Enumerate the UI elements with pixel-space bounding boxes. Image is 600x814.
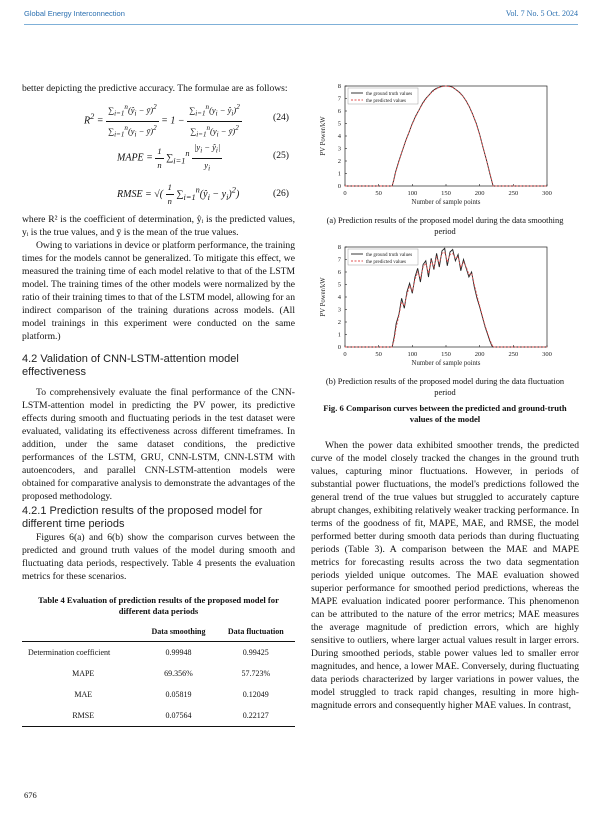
chart-fluctuation bbox=[311, 241, 579, 371]
x-tick-label: 150 bbox=[441, 190, 451, 197]
issue-info: Vol. 7 No. 5 Oct. 2024 bbox=[505, 9, 578, 18]
chart-b-caption: (b) Prediction results of the proposed model during the data fluctuation period bbox=[325, 377, 565, 397]
y-tick-label: 7 bbox=[337, 256, 341, 264]
analysis-paragraph: When the power data exhibited smoother trends, the predicted curve of the model closely tracked the changes in the ground truth values, capturing minor fluctuations. However, in periods of substantial power fluctuations, the model's predictions followed the general trend of the true values but struggled to accurately capture abrupt changes, exhibiting relatively weaker tracking performance. In terms of the goodness of fit, MAPE, MAE, and RMSE, the model performed better during smooth data periods than during fluctuating periods (Table 3). A comparison between the MAE and MAPE metrics for forecasting results across the two data segmentation periods yielded unique outcomes. The MAE evaluation showed superior performance for smoothed period predictions, whereas the MAPE evaluation indicated poorer performance. This phenomenon can be attributed to the nature of the error metrics; MAE measures the average magnitude of prediction errors, which are highly sensitive to outliers, where larger actual values result in larger errors. During smoothed periods, stable power values led to smaller error magnitudes, and hence, a lower MAE. Conversely, during fluctuating data periods characterized by larger variations in power values, the model struggled to track rapid changes, resulting in more high-magnitude errors and consequently higher MAE values. In contrast, bbox=[311, 440, 579, 711]
validation-paragraph: To comprehensively evaluate the final performance of the CNN-LSTM-attention model in predicting the PV power, its predictive effects during smooth and fluctuating periods in the test dataset were evaluated, validating its effectiveness across different timeframes. In addition, under the same dataset conditions, the predictive performances of the LSTM, GRU, CNN-LSTM, CNN-LSTM with autoencoders, and parallel CNN-LSTM-attention models were obtained for comparative analysis to demonstrate the advantages of the proposed methodology. bbox=[22, 387, 295, 502]
table-4-caption: Table 4 Evaluation of prediction results of the proposed model for different data periods bbox=[38, 595, 279, 616]
y-axis-label: PV Power/kW bbox=[320, 116, 327, 156]
y-axis-label: PV Power/kW bbox=[320, 277, 327, 317]
table-cell: MAE bbox=[74, 690, 93, 699]
legend-entry: the ground truth values bbox=[366, 252, 413, 258]
table-row bbox=[22, 663, 295, 684]
y-tick-label: 1 bbox=[337, 170, 341, 178]
table-header-cell: Data fluctuation bbox=[217, 622, 295, 642]
intro-text: better depicting the predictive accuracy. The formulae are as follows: bbox=[22, 83, 288, 94]
x-tick-label: 50 bbox=[375, 190, 382, 197]
chart-a-caption: (a) Prediction results of the proposed model during the data smoothing period bbox=[326, 216, 564, 236]
y-tick-label: 4 bbox=[337, 294, 341, 302]
where-text: where R² is the coefficient of determination, ŷᵢ is the predicted values, yᵢ is the true values, and ȳ is the mean of the true values. bbox=[22, 214, 295, 238]
table-cell: MAPE bbox=[72, 669, 95, 678]
table-4 bbox=[22, 622, 295, 727]
header-rule bbox=[24, 24, 578, 25]
equation-26: RMSE = √( $\frac{1}{n}$ $\sum_{i=1}^n(ŷ_i - y_i)^2$) (26) bbox=[117, 182, 289, 206]
x-tick-label: 300 bbox=[542, 351, 552, 358]
equation-24: $R^2$ = $\frac{\sum_{i=1}^n(ŷ_i - ȳ)^2}{\sum_{i=1}^n(y_i - ȳ)^2}$ = 1 − $\frac{\sum_{i=1}^n(y_i - ŷ_i)^2}{\sum_{i=1}^n(y_i - ȳ)^2}$ (24) bbox=[84, 103, 289, 139]
x-axis-label: Number of sample points bbox=[411, 360, 481, 367]
section-heading-4-2: 4.2 Validation of CNN-LSTM-attention model effectiveness bbox=[22, 353, 239, 378]
eq26-number: (26) bbox=[273, 188, 289, 199]
x-tick-label: 150 bbox=[441, 351, 451, 358]
y-tick-label: 3 bbox=[337, 306, 341, 314]
chart-smoothing bbox=[311, 80, 579, 210]
series-line-predicted bbox=[345, 252, 547, 347]
table-cell: 57.723% bbox=[241, 669, 271, 678]
y-tick-label: 2 bbox=[337, 158, 341, 166]
x-tick-label: 250 bbox=[508, 351, 519, 358]
y-tick-label: 6 bbox=[337, 269, 341, 277]
x-tick-label: 100 bbox=[407, 190, 418, 197]
legend-entry: the predicted values bbox=[366, 98, 406, 104]
x-tick-label: 200 bbox=[474, 190, 485, 197]
eq24-number: (24) bbox=[273, 112, 289, 123]
y-tick-label: 8 bbox=[337, 244, 341, 252]
left-column bbox=[22, 82, 295, 727]
y-tick-label: 1 bbox=[337, 331, 341, 339]
legend-entry: the predicted values bbox=[366, 259, 406, 265]
eq25-number: (25) bbox=[273, 150, 289, 161]
x-tick-label: 50 bbox=[375, 351, 382, 358]
y-tick-label: 0 bbox=[337, 183, 341, 191]
table-header-cell bbox=[22, 622, 140, 642]
section-heading-4-2-1: 4.2.1 Prediction results of the proposed model for different time periods bbox=[22, 505, 263, 530]
table-cell: 0.12049 bbox=[242, 690, 269, 699]
x-axis-label: Number of sample points bbox=[411, 199, 481, 206]
equation-25: MAPE = $\frac{1}{n}$ $\sum_{i=1}^n$ $\frac{|y_i - ŷ_i|}{y_i}$ (25) bbox=[117, 142, 289, 173]
table-header-row bbox=[22, 622, 295, 642]
table-cell: Determination coefficient bbox=[28, 648, 111, 657]
x-tick-label: 100 bbox=[407, 351, 418, 358]
table-header-cell: Data smoothing bbox=[140, 622, 216, 642]
table-cell: 0.99425 bbox=[242, 648, 269, 657]
table-row bbox=[22, 705, 295, 727]
table-cell: RMSE bbox=[72, 711, 95, 720]
table-cell: 0.22127 bbox=[242, 711, 269, 720]
table-cell: 0.99948 bbox=[165, 648, 192, 657]
y-tick-label: 3 bbox=[337, 145, 341, 153]
y-tick-label: 4 bbox=[337, 133, 341, 141]
figure-6-caption: Fig. 6 Comparison curves between the predicted and ground-truth values of the model bbox=[323, 403, 567, 424]
right-column bbox=[311, 80, 579, 712]
journal-name: Global Energy Interconnection bbox=[24, 9, 125, 18]
x-tick-label: 250 bbox=[508, 190, 519, 197]
y-tick-label: 8 bbox=[337, 83, 341, 91]
legend-entry: the ground truth values bbox=[366, 91, 413, 97]
x-tick-label: 200 bbox=[474, 351, 485, 358]
page-number: 676 bbox=[24, 790, 37, 800]
x-tick-label: 0 bbox=[343, 351, 347, 358]
y-tick-label: 2 bbox=[337, 319, 341, 327]
table-row bbox=[22, 684, 295, 705]
table-cell: 69.356% bbox=[164, 669, 193, 678]
training-time-paragraph: Owing to variations in device or platform performance, the training times for the models cannot be generalized. To mitigate this effect, we measured the training time of each model relative to that of the LSTM model. The training times of the other models were normalized by the ratio of their training times to that of the LSTM model, allowing for an indirect comparison of the training durations across models. (All model trainings in this experiment were conducted on the same platform.) bbox=[22, 240, 295, 342]
y-tick-label: 7 bbox=[337, 95, 341, 103]
table-row bbox=[22, 642, 295, 664]
y-tick-label: 0 bbox=[337, 344, 341, 352]
y-tick-label: 6 bbox=[337, 108, 341, 116]
y-tick-label: 5 bbox=[337, 120, 341, 128]
table-cell: 0.05819 bbox=[165, 690, 192, 699]
x-tick-label: 300 bbox=[542, 190, 552, 197]
figures-paragraph: Figures 6(a) and 6(b) show the comparison curves between the predicted and ground truth values of the model during smooth and fluctuating data periods, respectively. Table 4 presents the evaluation metrics for these scenarios. bbox=[22, 532, 295, 582]
table-cell: 0.07564 bbox=[165, 711, 192, 720]
y-tick-label: 5 bbox=[337, 281, 341, 289]
x-tick-label: 0 bbox=[343, 190, 347, 197]
